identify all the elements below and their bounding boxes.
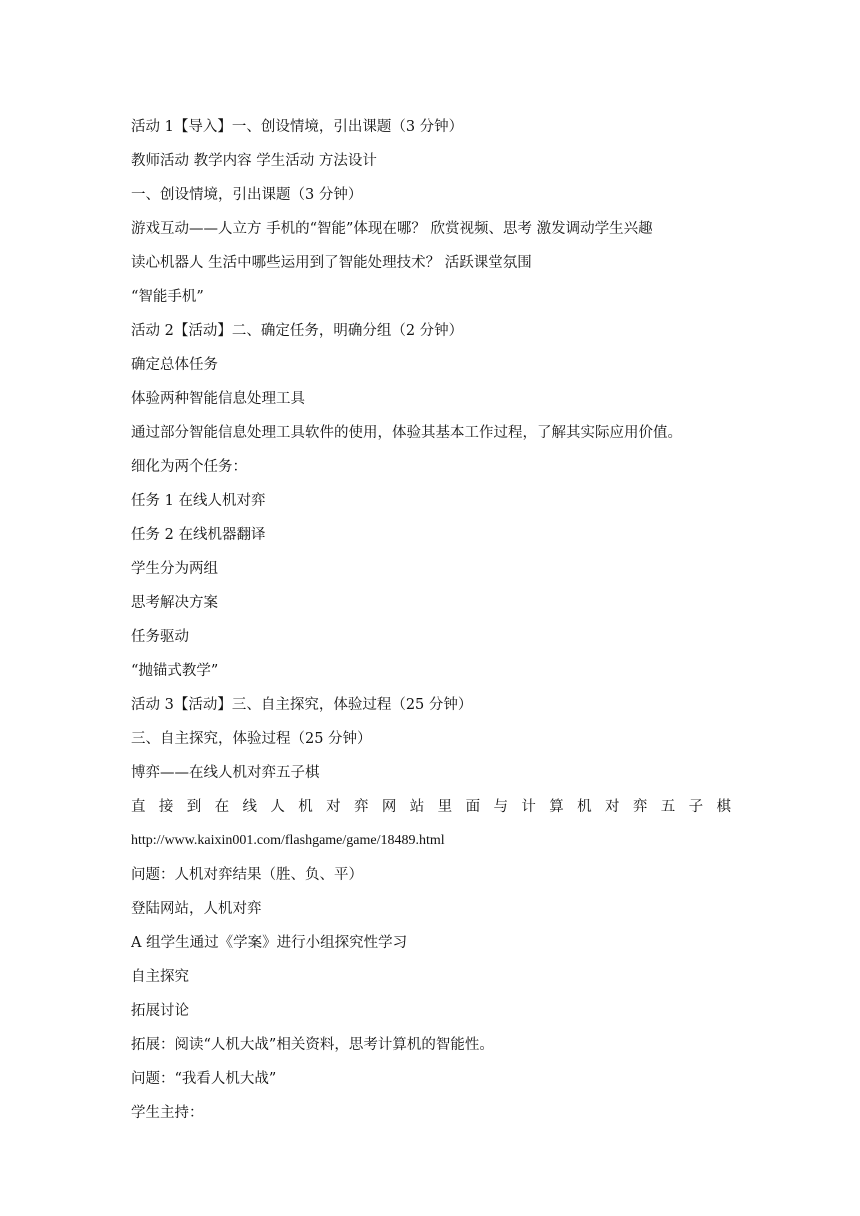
text-line: 问题：“我看人机大战” xyxy=(131,1071,277,1087)
text-line: 登陆网站，人机对弈 xyxy=(131,901,262,917)
text-line: “抛锚式教学” xyxy=(131,663,219,679)
text-line: 学生分为两组 xyxy=(131,561,218,577)
text-line: 学生主持： xyxy=(131,1105,204,1121)
text-line: 确定总体任务 xyxy=(131,357,218,373)
activity-2-heading: 活动 2【活动】二、确定任务，明确分组（2 分钟） xyxy=(131,323,464,339)
activity-3-heading: 活动 3【活动】三、自主探究，体验过程（25 分钟） xyxy=(131,697,473,713)
text-line: 拓展讨论 xyxy=(131,1003,189,1019)
task-2-line: 任务 2 在线机器翻译 xyxy=(131,527,266,543)
text-line: 拓展：阅读“人机大战”相关资料，思考计算机的智能性。 xyxy=(131,1037,494,1053)
text-line: 通过部分智能信息处理工具软件的使用，体验其基本工作过程，了解其实际应用价值。 xyxy=(131,425,682,441)
game-url-link[interactable]: http://www.kaixin001.com/flashgame/game/18489.html xyxy=(131,833,445,848)
text-line: 博弈——在线人机对弈五子棋 xyxy=(131,765,320,781)
text-line: A 组学生通过《学案》进行小组探究性学习 xyxy=(131,935,408,951)
text-line: 任务驱动 xyxy=(131,629,189,645)
section-1-title: 一、创设情境，引出课题（3 分钟） xyxy=(131,187,363,203)
table-header-row: 教师活动 教学内容 学生活动 方法设计 xyxy=(131,153,377,169)
task-1-line: 任务 1 在线人机对弈 xyxy=(131,493,266,509)
text-line: 细化为两个任务： xyxy=(131,459,247,475)
table-row: 读心机器人 生活中哪些运用到了智能处理技术？ 活跃课堂氛围 xyxy=(131,255,532,271)
text-line: “智能手机” xyxy=(131,289,204,305)
table-row: 游戏互动——人立方 手机的“智能”体现在哪？ 欣赏视频、思考 激发调动学生兴趣 xyxy=(131,221,653,237)
text-line: 体验两种智能信息处理工具 xyxy=(131,391,305,407)
justified-text-line: 直 接 到 在 线 人 机 对 弈 网 站 里 面 与 计 算 机 对 弈 五 子 棋 xyxy=(131,799,731,815)
text-line: 思考解决方案 xyxy=(131,595,218,611)
activity-1-heading: 活动 1【导入】一、创设情境，引出课题（3 分钟） xyxy=(131,119,464,135)
text-line: 问题：人机对弈结果（胜、负、平） xyxy=(131,867,363,883)
document-body xyxy=(131,110,731,1130)
text-line: 自主探究 xyxy=(131,969,189,985)
section-3-title: 三、自主探究，体验过程（25 分钟） xyxy=(131,731,372,747)
